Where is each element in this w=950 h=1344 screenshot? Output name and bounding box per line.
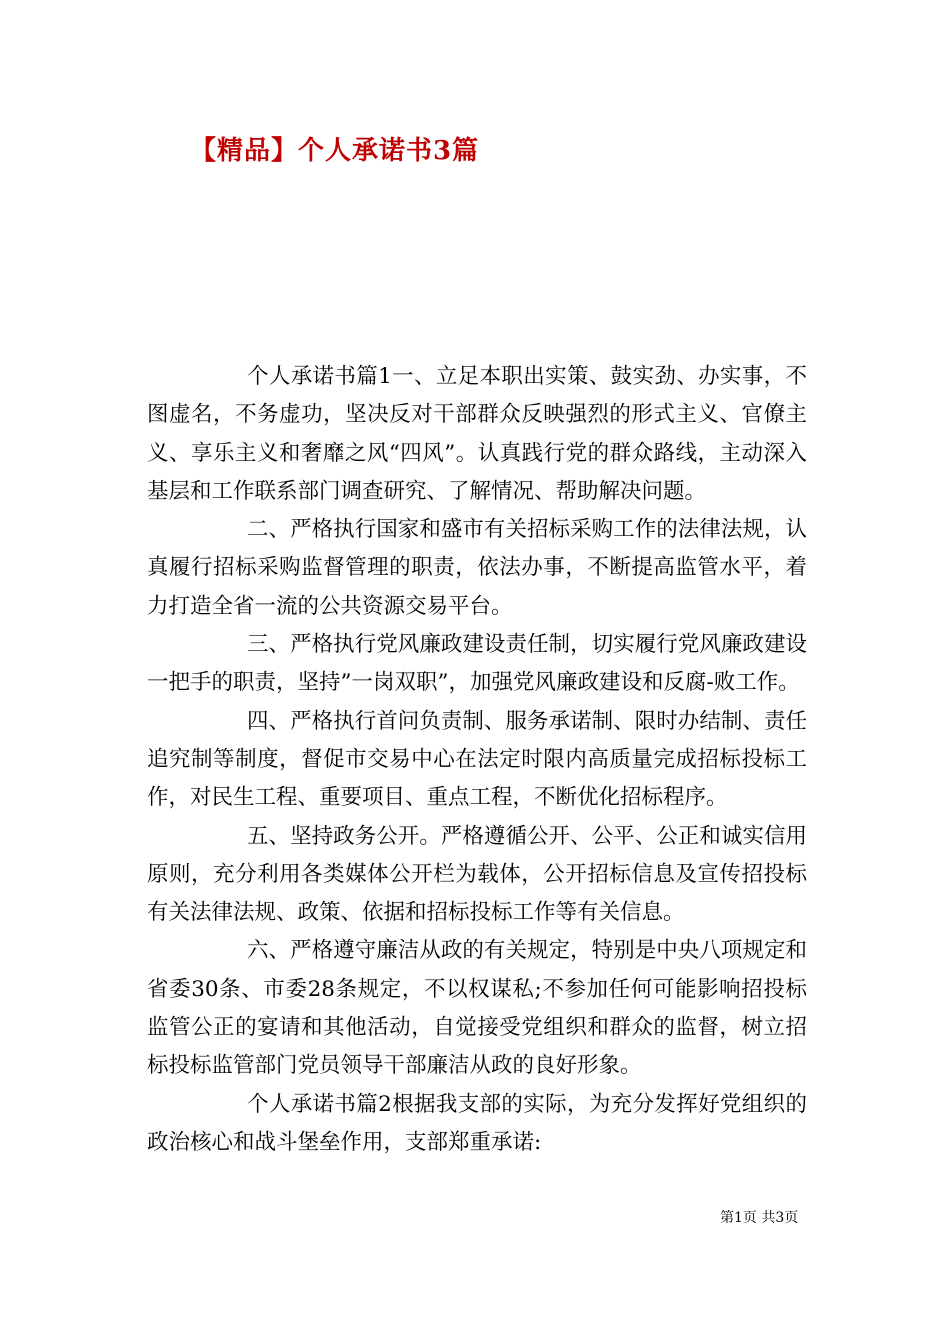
paragraph-6: 六、严格遵守廉洁从政的有关规定，特别是中央八项规定和省委30条、市委28条规定，不以权谋私;不参加任何可能影响招投标监管公正的宴请和其他活动，自觉接受党组织和群众的监督，树立招标投标监管部门党员领导干部廉洁从政的良好形象。 — [147, 938, 807, 1079]
page-footer: 第1页 共3页 — [720, 1210, 799, 1226]
document-title: 【精品】个人承诺书3篇 — [190, 136, 480, 166]
paragraph-5: 五、坚持政务公开。严格遵循公开、公平、公正和诚实信用原则，充分利用各类媒体公开栏为载体，公开招标信息及宣传招投标有关法律法规、政策、依据和招标投标工作等有关信息。 — [147, 823, 807, 926]
paragraph-2: 二、严格执行国家和盛市有关招标采购工作的法律法规，认真履行招标采购监督管理的职责，依法办事，不断提高监管水平，着力打造全省一流的公共资源交易平台。 — [147, 517, 807, 619]
paragraph-4: 四、严格执行首问负责制、服务承诺制、限时办结制、责任追究制等制度，督促市交易中心在法定时限内高质量完成招标投标工作，对民生工程、重要项目、重点工程，不断优化招标程序。 — [147, 708, 807, 811]
document-body — [147, 358, 807, 1162]
paragraph-1: 个人承诺书篇1一、立足本职出实策、鼓实劲、办实事，不图虚名，不务虚功，坚决反对干部群众反映强烈的形式主义、官僚主义、享乐主义和奢靡之风“四风”。认真践行党的群众路线，主动深入基层和工作联系部门调查研究、了解情况、帮助解决问题。 — [147, 364, 807, 504]
paragraph-7: 个人承诺书篇2根据我支部的实际，为充分发挥好党组织的政治核心和战斗堡垒作用，支部郑重承诺: — [147, 1091, 807, 1155]
paragraph-3: 三、严格执行党风廉政建设责任制，切实履行党风廉政建设一把手的职责，坚持”一岗双职”，加强党风廉政建设和反腐-败工作。 — [147, 632, 807, 696]
